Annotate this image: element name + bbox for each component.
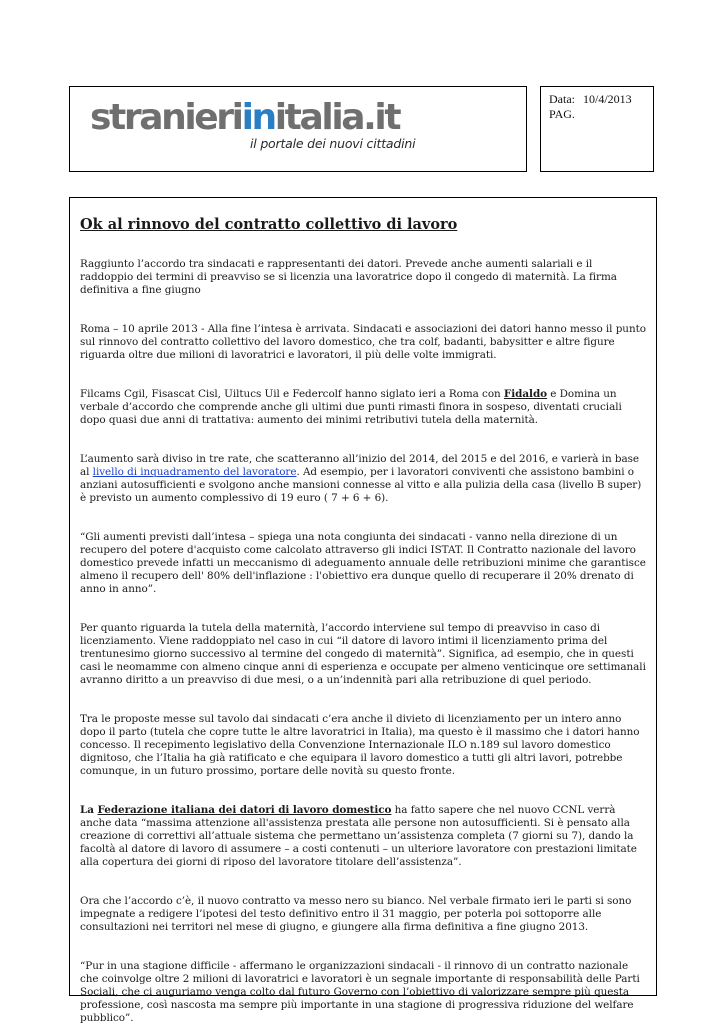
- paragraph-2-text-before: Filcams Cgil, Fisascat Cisl, Uiltucs Uil e Federcolf hanno siglato ieri a Roma con: [80, 388, 504, 400]
- header-box: [69, 86, 527, 172]
- paragraph-4: “Gli aumenti previsti dall’intesa – spiega una nota congiunta dei sindacati - vanno nella direzione di un recupero del potere d'acquisto come calcolato attraverso gli indici ISTAT. Il Contratto nazionale del lavoro domestico prevede infatti un meccanismo di adeguamento annuale delle retribuzioni minime che garantisce almeno il recupero dell' 80% dell'inflazione : l'obiettivo era dunque quello di recuperare il 20% drenato di anno in anno”.: [80, 531, 646, 595]
- paragraph-3: [80, 453, 646, 505]
- logo-wordmark: [90, 98, 399, 138]
- logo-part-2: in: [241, 97, 275, 138]
- page-label: PAG.: [549, 107, 575, 121]
- paragraph-1: Roma – 10 aprile 2013 - Alla fine l’intesa è arrivata. Sindacati e associazioni dei datori hanno messo il punto sul rinnovo del contratto collettivo del lavoro domestico, che tra colf, badanti, babysitter e altre figure riguarda oltre due milioni di lavoratrici e lavoratori, il più delle volte immigrati.: [80, 323, 646, 361]
- livello-inquadramento-link[interactable]: livello di inquadramento del lavoratore: [92, 466, 297, 478]
- paragraph-3-text-before: L’aumento sarà diviso in tre rate, che scatteranno all’inizio del 2014, del 2015 e del 2016, e varierà in base al: [80, 453, 639, 478]
- fidaldo-link[interactable]: Fidaldo: [503, 388, 548, 400]
- paragraph-8: Ora che l’accordo c’è, il nuovo contratto va messo nero su bianco. Nel verbale firmato ieri le parti si sono impegnate a redigere l’ipotesi del testo definitivo entro il 31 maggio, per poterla poi sottoporre alle consultazioni nei territori nel mese di giugno, e giungere alla firma definitiva a fine giugno 2013.: [80, 895, 632, 933]
- paragraph-2: [80, 388, 646, 427]
- article-box: [69, 197, 657, 1024]
- federazione-link[interactable]: Federazione italiana dei datori di lavoro domestico: [97, 804, 392, 816]
- logo-part-3: italia.it: [274, 97, 400, 138]
- date-value: 10/4/2013: [583, 92, 632, 106]
- article-lead: Raggiunto l’accordo tra sindacati e rappresentanti dei datori. Prevede anche aumenti salariali e il raddoppio dei termini di preavviso se si licenzia una lavoratrice dopo il congedo di maternità. La firma definitiva a fine giugno: [80, 258, 617, 296]
- paragraph-7-text-before: La: [80, 804, 98, 816]
- logo-tagline: il portale dei nuovi cittadini: [250, 136, 416, 151]
- paragraph-2-text-after: e Domina un verbale d’accordo che comprende anche gli ultimi due punti rimasti finora in sospeso, diventati cruciali dopo quasi due anni di trattativa: aumento dei minimi retributivi tutela della maternità.: [80, 388, 622, 426]
- logo-part-1: stranieri: [90, 97, 242, 138]
- paragraph-5: Per quanto riguarda la tutela della maternità, l’accordo interviene sul tempo di preavviso in caso di licenziamento. Viene raddoppiato nel caso in cui “il datore di lavoro intimi il licenziamento prima del trentunesimo giorno successivo al termine del congedo di maternità”. Significa, ad esempio, che in questi casi le neomamme con almeno cinque anni di esperienza e occupate per almeno venticinque ore settimanali avranno diritto a un preavviso di due mesi, o a un’indennità pari alla retribuzione di quel periodo.: [80, 622, 646, 686]
- logo: [90, 97, 416, 151]
- date-line: [549, 92, 645, 107]
- paragraph-6: Tra le proposte messe sul tavolo dai sindacati c’era anche il divieto di licenziamento per un intero anno dopo il parto (tutela che copre tutte le altre lavoratrici in Italia), ma questo è il massimo che i datori hanno concesso. Il recepimento legislativo della Convenzione Internazionale ILO n.189 sul lavoro domestico dignitoso, che l’Italia ha già ratificato e che equipara il lavoro domestico a tutti gli altri lavori, potrebbe comunque, in un futuro prossimo, portare delle novità su questo fronte.: [80, 713, 640, 777]
- meta-box: [540, 86, 654, 172]
- paragraph-9: “Pur in una stagione difficile - affermano le organizzazioni sindacali - il rinnovo di un contratto nazionale che coinvolge oltre 2 milioni di lavoratrici e lavoratori è un segnale importante di responsabilità delle Parti Sociali, che ci auguriamo venga colto dal futuro Governo con l’obiettivo di valorizzare sempre più questa professione, così nascosta ma sempre più importante in una stagione di progressiva riduzione del welfare pubblico”.: [80, 960, 640, 1024]
- article-title: Ok al rinnovo del contratto collettivo di lavoro: [80, 216, 458, 233]
- paragraph-3-text-after: . Ad esempio, per i lavoratori conviventi che assistono bambini o anziani autosufficienti e svolgono anche mansioni connesse al vitto e alla pulizia della casa (livello B super) è previsto un aumento complessivo di 19 euro ( 7 + 6 + 6).: [80, 466, 642, 504]
- paragraph-7: [80, 804, 646, 869]
- date-label: Data:: [549, 92, 575, 106]
- paragraph-7-text-after: ha fatto sapere che nel nuovo CCNL verrà anche data “massima attenzione all'assistenza prestata alle persone non autosufficienti. Si è pensato alla creazione di correttivi all’attuale sistema che permettano un’assistenza completa (7 giorni su 7), dando la facoltà al datore di lavoro di assumere – a costi contenuti – un ulteriore lavoratore con prestazioni limitate alla copertura dei giorni di riposo del lavoratore titolare dell’assistenza”.: [80, 804, 637, 868]
